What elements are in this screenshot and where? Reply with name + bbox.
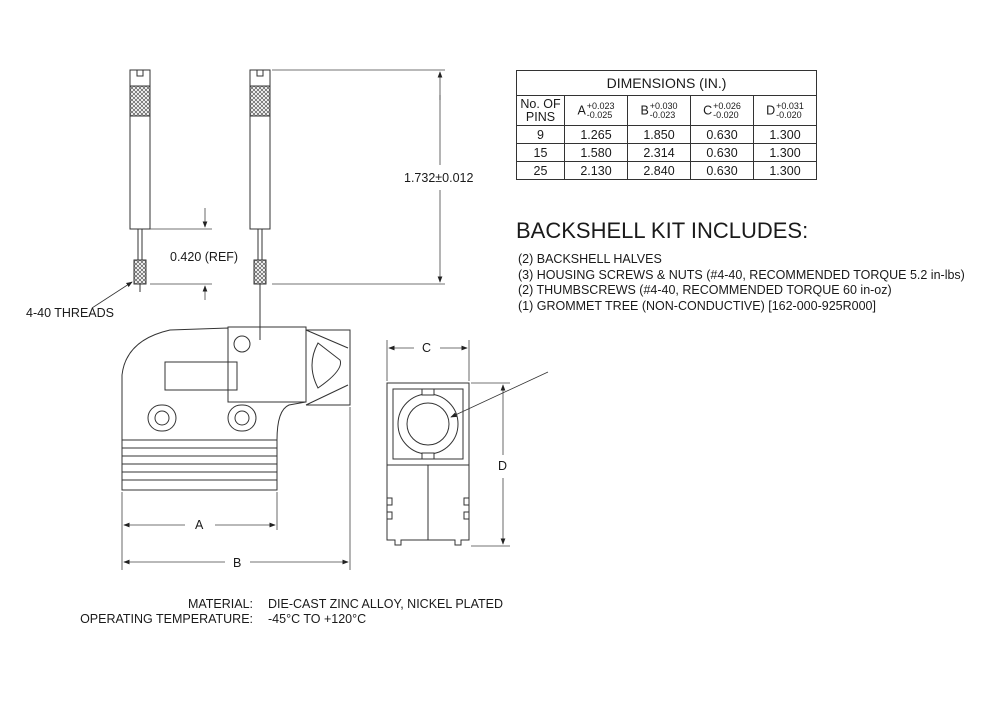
table-row (517, 144, 817, 162)
kit-item: (2) BACKSHELL HALVES (518, 252, 662, 266)
cell-pins: 15 (517, 144, 565, 162)
col-a-header: A +0.023 -0.025 (565, 96, 628, 126)
cell-c: 0.630 (691, 144, 754, 162)
table-title: DIMENSIONS (IN.) (517, 71, 817, 96)
kit-item: (3) HOUSING SCREWS & NUTS (#4-40, RECOMMENDED TORQUE 5.2 in-lbs) (518, 267, 965, 282)
threads-leader (92, 282, 132, 308)
material-label: MATERIAL: (187, 597, 253, 611)
cell-b: 1.850 (628, 126, 691, 144)
cell-d: 1.300 (754, 144, 817, 162)
backshell-end-view (387, 383, 469, 545)
cell-pins: 9 (517, 126, 565, 144)
cell-a: 2.130 (565, 162, 628, 180)
dim-c-label: C (422, 341, 432, 355)
cell-d: 1.300 (754, 126, 817, 144)
cell-c: 0.630 (691, 162, 754, 180)
thumbscrew-right (250, 70, 270, 292)
cell-b: 2.840 (628, 162, 691, 180)
cell-a: 1.265 (565, 126, 628, 144)
table-row (517, 162, 817, 180)
cell-pins: 25 (517, 162, 565, 180)
backshell-side-view (122, 292, 350, 490)
col-c-header: C +0.026 -0.020 (691, 96, 754, 126)
col-b-header: B +0.030 -0.023 (628, 96, 691, 126)
dim-a-label: A (195, 518, 204, 532)
dim-d-label: D (498, 459, 508, 473)
table-header-row (517, 96, 817, 126)
dim-b-label: B (233, 556, 242, 570)
table-row (517, 126, 817, 144)
cell-a: 1.580 (565, 144, 628, 162)
col-d-header: D +0.031 -0.020 (754, 96, 817, 126)
temperature-label: OPERATING TEMPERATURE: (80, 612, 253, 626)
threads-label: 4-40 THREADS (26, 306, 114, 320)
kit-list (518, 252, 965, 314)
material-value: DIE-CAST ZINC ALLOY, NICKEL PLATED (268, 597, 504, 611)
kit-item: (2) THUMBSCREWS (#4-40, RECOMMENDED TORQUE 60 in-oz) (518, 283, 892, 297)
dim-height-label: 1.732±0.012 (404, 171, 474, 185)
kit-item: (1) GROMMET TREE (NON-CONDUCTIVE) [162-000-925R000] (518, 298, 876, 313)
cell-b: 2.314 (628, 144, 691, 162)
temperature-value: -45°C TO +120°C (268, 612, 367, 626)
cell-d: 1.300 (754, 162, 817, 180)
cell-c: 0.630 (691, 126, 754, 144)
pins-header: No. OF PINS (517, 96, 565, 126)
dim-ref-label: 0.420 (REF) (170, 250, 239, 264)
thumbscrew-left (130, 70, 150, 292)
dimensions-table (516, 70, 817, 180)
kit-title: BACKSHELL KIT INCLUDES: (516, 218, 809, 243)
